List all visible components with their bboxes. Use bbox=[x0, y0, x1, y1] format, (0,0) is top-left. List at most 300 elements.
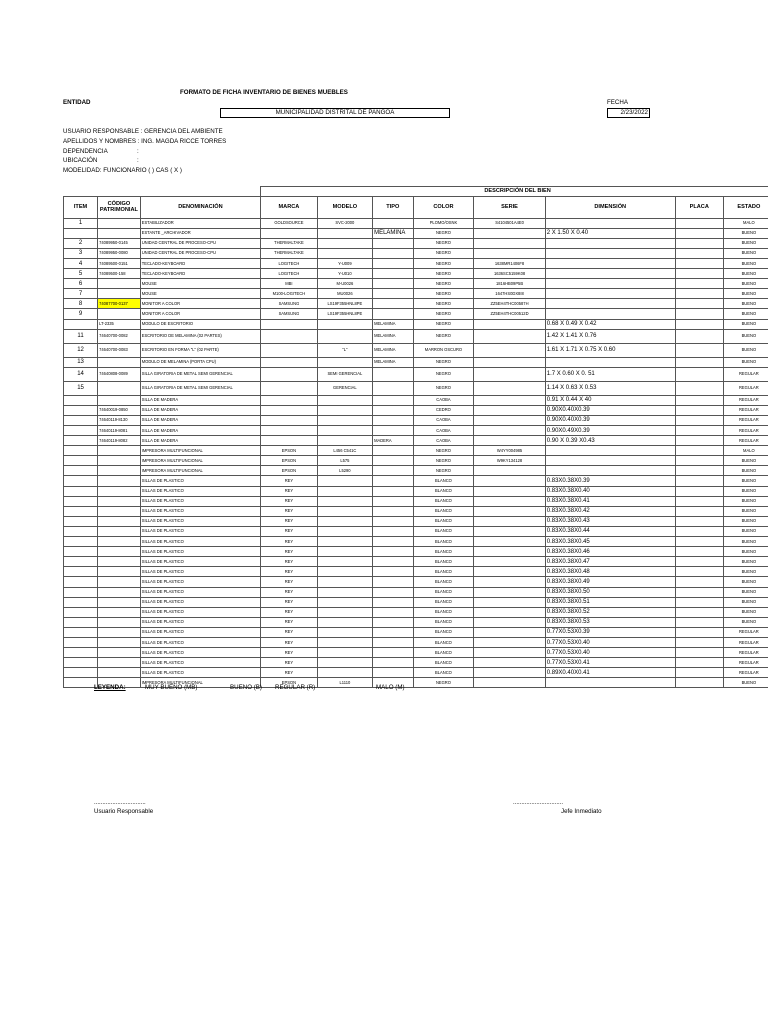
cell-modelo: SEMI GERENCIAL bbox=[317, 367, 372, 381]
cell-estado: REGULAR bbox=[723, 637, 768, 647]
cell-placa bbox=[675, 395, 723, 405]
cell-codigo bbox=[98, 648, 141, 658]
cell-dimension: 0.83X0.38X0.45 bbox=[545, 537, 675, 547]
cell-estado: REGULAR bbox=[723, 648, 768, 658]
cell-marca: SAMSUNG bbox=[261, 309, 317, 319]
table-row bbox=[64, 343, 768, 357]
column-header-item: ITEM bbox=[64, 196, 98, 218]
cell-serie bbox=[474, 617, 545, 627]
cell-color: BLANCO bbox=[413, 547, 474, 557]
cell-modelo bbox=[317, 248, 372, 258]
cell-dimension: 0.83X0.38X0.46 bbox=[545, 547, 675, 557]
dependencia-colon: : bbox=[137, 148, 139, 155]
dependencia-label: DEPENDENCIA bbox=[63, 148, 108, 155]
table-row bbox=[64, 637, 768, 647]
cell-color: BLANCO bbox=[413, 476, 474, 486]
cell-item bbox=[64, 648, 98, 658]
cell-color: BLANCO bbox=[413, 648, 474, 658]
cell-dimension bbox=[545, 678, 675, 688]
cell-color: NEGRO bbox=[413, 309, 474, 319]
cell-marca bbox=[261, 319, 317, 329]
cell-item: 4 bbox=[64, 258, 98, 268]
table-row bbox=[64, 299, 768, 309]
cell-marca: LOGITECH bbox=[261, 269, 317, 279]
cell-color: CAOBA bbox=[413, 415, 474, 425]
cell-modelo: L575 bbox=[317, 456, 372, 466]
cell-dimension: 0.83X0.38X0.47 bbox=[545, 557, 675, 567]
table-row bbox=[64, 658, 768, 668]
cell-estado: BUENO bbox=[723, 309, 768, 319]
cell-color: BLANCO bbox=[413, 516, 474, 526]
cell-tipo: MELAMINA bbox=[373, 343, 414, 357]
cell-item bbox=[64, 577, 98, 587]
table-row bbox=[64, 547, 768, 557]
cell-tipo bbox=[373, 526, 414, 536]
cell-tipo bbox=[373, 269, 414, 279]
cell-serie bbox=[474, 436, 545, 446]
cell-modelo bbox=[317, 426, 372, 436]
cell-item bbox=[64, 516, 98, 526]
cell-modelo: Y-U009 bbox=[317, 258, 372, 268]
cell-dimension: 0.83X0.38X0.40 bbox=[545, 486, 675, 496]
cell-color: BLANCO bbox=[413, 587, 474, 597]
cell-placa bbox=[675, 279, 723, 289]
cell-marca: EPSON bbox=[261, 678, 317, 688]
cell-serie: 1636SC5159K08 bbox=[474, 269, 545, 279]
table-row bbox=[64, 617, 768, 627]
cell-placa bbox=[675, 269, 723, 279]
cell-codigo bbox=[98, 577, 141, 587]
cell-dimension: 0.89X0.40X0.41 bbox=[545, 668, 675, 678]
cell-placa bbox=[675, 248, 723, 258]
cell-modelo bbox=[317, 415, 372, 425]
cell-codigo bbox=[98, 627, 141, 637]
cell-marca: REY bbox=[261, 648, 317, 658]
cell-marca: REY bbox=[261, 587, 317, 597]
cell-dimension: 0.91 X 0.44 X 40 bbox=[545, 395, 675, 405]
cell-estado: REGULAR bbox=[723, 367, 768, 381]
cell-marca: EPSON bbox=[261, 456, 317, 466]
cell-placa bbox=[675, 258, 723, 268]
cell-estado: REGULAR bbox=[723, 668, 768, 678]
cell-estado: REGULAR bbox=[723, 426, 768, 436]
cell-denominacion: SILLAS DE PLASTICO bbox=[140, 587, 260, 597]
column-header-placa: PLACA bbox=[675, 196, 723, 218]
cell-item bbox=[64, 526, 98, 536]
cell-codigo bbox=[98, 496, 141, 506]
cell-codigo bbox=[98, 466, 141, 476]
cell-codigo bbox=[98, 446, 141, 456]
cell-codigo: 74640119-8082 bbox=[98, 436, 141, 446]
cell-placa bbox=[675, 415, 723, 425]
cell-denominacion: SILLAS DE PLASTICO bbox=[140, 537, 260, 547]
cell-denominacion: SILLA DE MADERA bbox=[140, 436, 260, 446]
cell-denominacion: SILLAS DE PLASTICO bbox=[140, 658, 260, 668]
cell-serie bbox=[474, 228, 545, 238]
cell-serie bbox=[474, 648, 545, 658]
table-row bbox=[64, 668, 768, 678]
cell-estado: BUENO bbox=[723, 258, 768, 268]
cell-dimension: 0.90 X 0.39 X0.43 bbox=[545, 436, 675, 446]
cell-marca: MBI bbox=[261, 279, 317, 289]
cell-codigo bbox=[98, 607, 141, 617]
cell-color: NEGRO bbox=[413, 367, 474, 381]
cell-color: NEGRO bbox=[413, 238, 474, 248]
cell-serie bbox=[474, 668, 545, 678]
cell-placa bbox=[675, 627, 723, 637]
cell-denominacion: SILLAS DE PLASTICO bbox=[140, 526, 260, 536]
cell-codigo bbox=[98, 228, 141, 238]
cell-denominacion: SILLA DE MADERA bbox=[140, 395, 260, 405]
cell-codigo: 74087700-0137 bbox=[98, 299, 141, 309]
cell-estado: BUENO bbox=[723, 238, 768, 248]
cell-codigo: 74640119-8130 bbox=[98, 415, 141, 425]
cell-estado: REGULAR bbox=[723, 381, 768, 395]
cell-tipo: MELAMINA bbox=[373, 357, 414, 367]
cell-color: BLANCO bbox=[413, 486, 474, 496]
cell-modelo bbox=[317, 668, 372, 678]
cell-denominacion: SILLAS DE PLASTICO bbox=[140, 557, 260, 567]
cell-serie: 1638MR1406F8 bbox=[474, 258, 545, 268]
cell-marca bbox=[261, 381, 317, 395]
column-header-marca: MARCA bbox=[261, 196, 317, 218]
table-row bbox=[64, 567, 768, 577]
cell-item: 6 bbox=[64, 279, 98, 289]
cell-item: 14 bbox=[64, 367, 98, 381]
cell-codigo bbox=[98, 587, 141, 597]
table-row bbox=[64, 426, 768, 436]
cell-denominacion: SILLAS DE PLASTICO bbox=[140, 607, 260, 617]
cell-codigo bbox=[98, 395, 141, 405]
table-row bbox=[64, 279, 768, 289]
cell-dimension: 0.77X0.53X0.39 bbox=[545, 627, 675, 637]
cell-dimension: 0.68 X 0.49 X 0.42 bbox=[545, 319, 675, 329]
cell-color: NEGRO bbox=[413, 466, 474, 476]
cell-tipo bbox=[373, 289, 414, 299]
cell-color: BLANCO bbox=[413, 627, 474, 637]
cell-tipo bbox=[373, 607, 414, 617]
cell-item bbox=[64, 405, 98, 415]
cell-codigo bbox=[98, 486, 141, 496]
cell-estado: BUENO bbox=[723, 299, 768, 309]
cell-dimension: 0.83X0.38X0.53 bbox=[545, 617, 675, 627]
cell-serie bbox=[474, 547, 545, 557]
cell-estado: BUENO bbox=[723, 597, 768, 607]
cell-modelo bbox=[317, 496, 372, 506]
cell-codigo bbox=[98, 557, 141, 567]
cell-marca bbox=[261, 426, 317, 436]
cell-modelo: SVC-2000 bbox=[317, 218, 372, 228]
cell-dimension: 1.14 X 0.63 X 0.53 bbox=[545, 381, 675, 395]
cell-estado: REGULAR bbox=[723, 658, 768, 668]
cell-dimension: 0.77X0.53X0.40 bbox=[545, 637, 675, 647]
cell-tipo bbox=[373, 279, 414, 289]
cell-denominacion: SILLA DE MADERA bbox=[140, 426, 260, 436]
cell-placa bbox=[675, 496, 723, 506]
signature-line-left: ............................... bbox=[94, 800, 146, 806]
cell-color: NEGRO bbox=[413, 248, 474, 258]
cell-serie bbox=[474, 466, 545, 476]
cell-color: NEGRO bbox=[413, 228, 474, 238]
cell-codigo bbox=[98, 597, 141, 607]
cell-serie: W9KY134128 bbox=[474, 456, 545, 466]
legend-regular: REGULAR (R) bbox=[275, 684, 316, 691]
cell-item bbox=[64, 627, 98, 637]
cell-estado: BUENO bbox=[723, 557, 768, 567]
cell-serie bbox=[474, 357, 545, 367]
table-row bbox=[64, 269, 768, 279]
cell-modelo: L1110 bbox=[317, 678, 372, 688]
cell-marca: M100-LOGITECH bbox=[261, 289, 317, 299]
table-row bbox=[64, 329, 768, 343]
column-header-denominacion: DENOMINACIÓN bbox=[140, 196, 260, 218]
cell-tipo bbox=[373, 309, 414, 319]
cell-placa bbox=[675, 658, 723, 668]
table-row bbox=[64, 395, 768, 405]
cell-item bbox=[64, 567, 98, 577]
cell-serie bbox=[474, 678, 545, 688]
cell-dimension: 0.83X0.38X0.43 bbox=[545, 516, 675, 526]
column-header-serie: SERIE bbox=[474, 196, 545, 218]
column-header-tipo: TIPO bbox=[373, 196, 414, 218]
cell-marca: REY bbox=[261, 486, 317, 496]
cell-estado: BUENO bbox=[723, 357, 768, 367]
cell-modelo: L5290 bbox=[317, 466, 372, 476]
cell-codigo: 74640019-0850 bbox=[98, 405, 141, 415]
cell-modelo bbox=[317, 658, 372, 668]
cell-item bbox=[64, 228, 98, 238]
cell-color: NEGRO bbox=[413, 381, 474, 395]
cell-marca: GOLDSOURCE bbox=[261, 218, 317, 228]
legend-muy-bueno: MUY BUENO (MB) bbox=[145, 684, 198, 691]
cell-placa bbox=[675, 577, 723, 587]
cell-serie bbox=[474, 476, 545, 486]
cell-tipo: MELAMINA bbox=[373, 228, 414, 238]
document-title: FORMATO DE FICHA INVENTARIO DE BIENES MUEBLES bbox=[180, 89, 348, 96]
cell-modelo bbox=[317, 597, 372, 607]
cell-placa bbox=[675, 597, 723, 607]
cell-serie bbox=[474, 381, 545, 395]
cell-tipo bbox=[373, 627, 414, 637]
table-row bbox=[64, 367, 768, 381]
table-row bbox=[64, 648, 768, 658]
cell-denominacion: MONITOR A COLOR bbox=[140, 309, 260, 319]
cell-dimension: 0.90X0.40X0.39 bbox=[545, 415, 675, 425]
table-row bbox=[64, 526, 768, 536]
table-row bbox=[64, 415, 768, 425]
cell-tipo bbox=[373, 426, 414, 436]
cell-codigo bbox=[98, 476, 141, 486]
cell-dimension: 0.83X0.38X0.44 bbox=[545, 526, 675, 536]
cell-item bbox=[64, 466, 98, 476]
cell-dimension: 0.83X0.38X0.41 bbox=[545, 496, 675, 506]
cell-denominacion: SILLAS DE PLASTICO bbox=[140, 577, 260, 587]
cell-dimension: 0.83X0.38X0.50 bbox=[545, 587, 675, 597]
cell-item bbox=[64, 537, 98, 547]
cell-serie bbox=[474, 496, 545, 506]
cell-placa bbox=[675, 456, 723, 466]
cell-tipo bbox=[373, 238, 414, 248]
cell-placa bbox=[675, 329, 723, 343]
cell-placa bbox=[675, 319, 723, 329]
cell-modelo: Y-U010 bbox=[317, 269, 372, 279]
cell-modelo bbox=[317, 587, 372, 597]
table-row bbox=[64, 309, 768, 319]
table-row bbox=[64, 597, 768, 607]
cell-modelo: LS19F355HNL8PE bbox=[317, 299, 372, 309]
table-row bbox=[64, 319, 768, 329]
cell-marca: LOGITECH bbox=[261, 258, 317, 268]
cell-estado: BUENO bbox=[723, 617, 768, 627]
cell-modelo: M-U0026 bbox=[317, 279, 372, 289]
cell-item bbox=[64, 617, 98, 627]
cell-estado: BUENO bbox=[723, 587, 768, 597]
cell-marca: THERMALTAKE bbox=[261, 238, 317, 248]
cell-denominacion: UNIDAD CENTRAL DE PROCESO-CPU bbox=[140, 238, 260, 248]
cell-modelo bbox=[317, 476, 372, 486]
cell-estado: BUENO bbox=[723, 607, 768, 617]
cell-color: BLANCO bbox=[413, 557, 474, 567]
cell-denominacion: ESTANTE _ARCHIVADOR bbox=[140, 228, 260, 238]
cell-denominacion: SILLA DE MADERA bbox=[140, 405, 260, 415]
cell-tipo bbox=[373, 476, 414, 486]
cell-item bbox=[64, 395, 98, 405]
cell-placa bbox=[675, 537, 723, 547]
cell-marca: EPSON bbox=[261, 446, 317, 456]
cell-placa bbox=[675, 516, 723, 526]
table-row bbox=[64, 238, 768, 248]
cell-denominacion: SILLA GIRATORIA DE METAL SEMI GERENCIAL bbox=[140, 381, 260, 395]
cell-marca: REY bbox=[261, 506, 317, 516]
cell-dimension bbox=[545, 466, 675, 476]
cell-dimension: 0.83X0.38X0.39 bbox=[545, 476, 675, 486]
cell-dimension bbox=[545, 357, 675, 367]
cell-denominacion: TECLADO-KEYBOARD bbox=[140, 258, 260, 268]
cell-placa bbox=[675, 466, 723, 476]
cell-denominacion: SILLAS DE PLASTICO bbox=[140, 617, 260, 627]
cell-serie bbox=[474, 526, 545, 536]
cell-marca bbox=[261, 357, 317, 367]
cell-marca bbox=[261, 329, 317, 343]
cell-denominacion: SILLAS DE PLASTICO bbox=[140, 627, 260, 637]
cell-codigo bbox=[98, 617, 141, 627]
cell-estado: REGULAR bbox=[723, 395, 768, 405]
cell-marca: REY bbox=[261, 557, 317, 567]
modalidad: MODELIDAD: FUNCIONARIO ( ) CAS ( X ) bbox=[63, 167, 182, 174]
table-row bbox=[64, 587, 768, 597]
cell-placa bbox=[675, 526, 723, 536]
cell-tipo bbox=[373, 381, 414, 395]
cell-tipo bbox=[373, 218, 414, 228]
table-row bbox=[64, 476, 768, 486]
cell-estado: REGULAR bbox=[723, 405, 768, 415]
cell-serie bbox=[474, 627, 545, 637]
cell-tipo bbox=[373, 587, 414, 597]
cell-codigo bbox=[98, 668, 141, 678]
cell-codigo bbox=[98, 309, 141, 319]
cell-denominacion: IMPRESORA MULTIFUNCIONAL bbox=[140, 446, 260, 456]
cell-marca: REY bbox=[261, 496, 317, 506]
column-header-modelo: MODELO bbox=[317, 196, 372, 218]
cell-estado: BUENO bbox=[723, 678, 768, 688]
ubicacion-label: UBICACIÓN bbox=[63, 157, 98, 164]
cell-tipo bbox=[373, 617, 414, 627]
cell-item: 13 bbox=[64, 357, 98, 367]
cell-marca bbox=[261, 436, 317, 446]
cell-placa bbox=[675, 637, 723, 647]
cell-modelo: L456 C541C bbox=[317, 446, 372, 456]
table-row bbox=[64, 577, 768, 587]
cell-serie bbox=[474, 367, 545, 381]
cell-color: NEGRO bbox=[413, 329, 474, 343]
table-row bbox=[64, 228, 768, 238]
cell-marca: REY bbox=[261, 658, 317, 668]
legend-malo: MALO (M) bbox=[376, 684, 405, 691]
cell-item bbox=[64, 678, 98, 688]
cell-placa bbox=[675, 228, 723, 238]
cell-serie bbox=[474, 329, 545, 343]
cell-dimension bbox=[545, 309, 675, 319]
cell-item bbox=[64, 476, 98, 486]
cell-tipo bbox=[373, 567, 414, 577]
cell-tipo bbox=[373, 466, 414, 476]
cell-modelo bbox=[317, 395, 372, 405]
cell-serie: ZZ5EH4THC00512D bbox=[474, 309, 545, 319]
cell-serie bbox=[474, 395, 545, 405]
cell-dimension bbox=[545, 289, 675, 299]
table-row bbox=[64, 456, 768, 466]
cell-denominacion: SILLAS DE PLASTICO bbox=[140, 567, 260, 577]
cell-item: 12 bbox=[64, 343, 98, 357]
cell-serie bbox=[474, 415, 545, 425]
cell-placa bbox=[675, 486, 723, 496]
cell-codigo bbox=[98, 506, 141, 516]
cell-color: BLANCO bbox=[413, 577, 474, 587]
cell-dimension: 0.83X0.38X0.42 bbox=[545, 506, 675, 516]
cell-marca: EPSON bbox=[261, 466, 317, 476]
cell-item bbox=[64, 597, 98, 607]
cell-marca: REY bbox=[261, 617, 317, 627]
cell-color: BLANCO bbox=[413, 496, 474, 506]
cell-color: CAOBA bbox=[413, 426, 474, 436]
cell-item: 9 bbox=[64, 309, 98, 319]
column-header-dimension: DIMENSIÓN bbox=[545, 196, 675, 218]
usuario-responsable: USUARIO RESPONSABLE : GERENCIA DEL AMBIENTE bbox=[63, 128, 223, 135]
cell-codigo bbox=[98, 547, 141, 557]
cell-placa bbox=[675, 668, 723, 678]
cell-tipo bbox=[373, 405, 414, 415]
cell-estado: BUENO bbox=[723, 279, 768, 289]
cell-color: BLANCO bbox=[413, 607, 474, 617]
cell-color: BLANCO bbox=[413, 617, 474, 627]
cell-codigo: LT-2335 bbox=[98, 319, 141, 329]
cell-item: 5 bbox=[64, 269, 98, 279]
cell-denominacion: MODULO DE ESCRITORIO bbox=[140, 319, 260, 329]
cell-dimension bbox=[545, 218, 675, 228]
cell-denominacion: SILLAS DE PLASTICO bbox=[140, 547, 260, 557]
cell-serie bbox=[474, 658, 545, 668]
cell-codigo: 74640119-8081 bbox=[98, 426, 141, 436]
cell-item bbox=[64, 547, 98, 557]
cell-tipo: MELAMINA bbox=[373, 319, 414, 329]
table-row bbox=[64, 381, 768, 395]
cell-codigo: 74089500-158 bbox=[98, 269, 141, 279]
cell-estado: BUENO bbox=[723, 486, 768, 496]
cell-tipo bbox=[373, 577, 414, 587]
cell-serie: W4YY004985 bbox=[474, 446, 545, 456]
cell-modelo bbox=[317, 537, 372, 547]
cell-denominacion: SILLAS DE PLASTICO bbox=[140, 506, 260, 516]
